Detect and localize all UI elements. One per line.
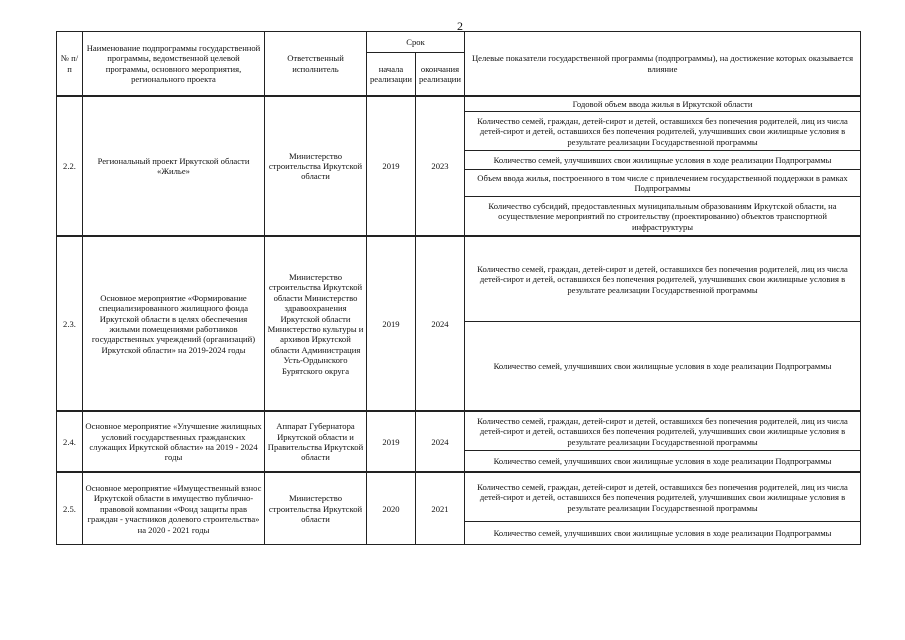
row-target: Количество семей, граждан, детей-сирот и детей, оставшихся без попечения родителей, лиц из числа детей-сирот и детей, оставшихся без попечения родителей, улучшивших свои жилищные условия в результате реализации Государственной программы <box>465 236 861 322</box>
row-target: Количество семей, улучшивших свои жилищные условия в ходе реализации Подпрограммы <box>465 151 861 170</box>
row-end: 2024 <box>416 411 465 472</box>
row-end: 2023 <box>416 96 465 236</box>
row-start: 2019 <box>367 411 416 472</box>
header-end: окончания реализации <box>416 53 465 97</box>
row-executor: Аппарат Губернатора Иркутской области и Правительства Иркутской области <box>265 411 367 472</box>
table-row <box>57 472 861 522</box>
row-target: Количество семей, улучшивших свои жилищные условия в ходе реализации Подпрограммы <box>465 522 861 545</box>
header-term: Срок <box>367 32 465 53</box>
row-num: 2.5. <box>57 472 83 545</box>
programs-table <box>56 31 861 545</box>
row-num: 2.4. <box>57 411 83 472</box>
row-start: 2020 <box>367 472 416 545</box>
page-number: 2 <box>457 19 463 33</box>
header-targets: Целевые показатели государственной программы (подпрограммы), на достижение которых оказывается влияние <box>465 32 861 97</box>
header-num: № п/п <box>57 32 83 97</box>
row-name: Региональный проект Иркутской области «Жилье» <box>83 96 265 236</box>
row-executor: Министерство строительства Иркутской области <box>265 472 367 545</box>
row-executor: Министерство строительства Иркутской области <box>265 96 367 236</box>
row-target: Количество семей, улучшивших свои жилищные условия в ходе реализации Подпрограммы <box>465 451 861 473</box>
row-target: Объем ввода жилья, построенного в том числе с привлечением государственной поддержки в рамках Подпрограммы <box>465 170 861 197</box>
row-end: 2024 <box>416 236 465 411</box>
row-target: Количество семей, граждан, детей-сирот и детей, оставшихся без попечения родителей, лиц из числа детей-сирот и детей, оставшихся без попечения родителей, улучшивших свои жилищные условия в результате реализации Государственной программы <box>465 112 861 151</box>
header-executor: Ответственный исполнитель <box>265 32 367 97</box>
header-start: начала реализации <box>367 53 416 97</box>
row-target: Количество семей, граждан, детей-сирот и детей, оставшихся без попечения родителей, лиц из числа детей-сирот и детей, оставшихся без попечения родителей, улучшивших свои жилищные условия в результате реализации Государственной программы <box>465 472 861 522</box>
row-target: Количество семей, граждан, детей-сирот и детей, оставшихся без попечения родителей, лиц из числа детей-сирот и детей, оставшихся без попечения родителей, улучшивших свои жилищные условия в результате реализации Государственной программы <box>465 411 861 451</box>
row-start: 2019 <box>367 236 416 411</box>
row-name: Основное мероприятие «Имущественный взнос Иркутской области в имущество публично-правовой компании «Фонд защиты прав граждан - участников долевого строительства» на 2020 - 2021 годы <box>83 472 265 545</box>
row-start: 2019 <box>367 96 416 236</box>
row-num: 2.3. <box>57 236 83 411</box>
row-name: Основное мероприятие «Улучшение жилищных условий государственных гражданских служащих Иркутской области» на 2019 - 2024 годы <box>83 411 265 472</box>
row-num: 2.2. <box>57 96 83 236</box>
table-row <box>57 411 861 451</box>
row-end: 2021 <box>416 472 465 545</box>
row-target: Количество субсидий, предоставленных муниципальным образованиям Иркутской области, на осуществление мероприятий по строительству (проектированию) объектов транспортной инфраструктуры <box>465 197 861 237</box>
table-row <box>57 236 861 322</box>
row-name: Основное мероприятие «Формирование специализированного жилищного фонда Иркутской области в целях обеспечения жилыми помещениями работников государственных учреждений (организаций) Иркутской области» на 2019-2024 годы <box>83 236 265 411</box>
row-target: Годовой объем ввода жилья в Иркутской области <box>465 96 861 112</box>
header-name: Наименование подпрограммы государственной программы, ведомственной целевой программы, основного мероприятия, регионального проекта <box>83 32 265 97</box>
table-row <box>57 96 861 112</box>
row-target: Количество семей, улучшивших свои жилищные условия в ходе реализации Подпрограммы <box>465 322 861 412</box>
row-executor: Министерство строительства Иркутской области Министерство здравоохранения Иркутской области Министерство культуры и архивов Иркутской области Администрация Усть-Ордынского Бурятского округа <box>265 236 367 411</box>
